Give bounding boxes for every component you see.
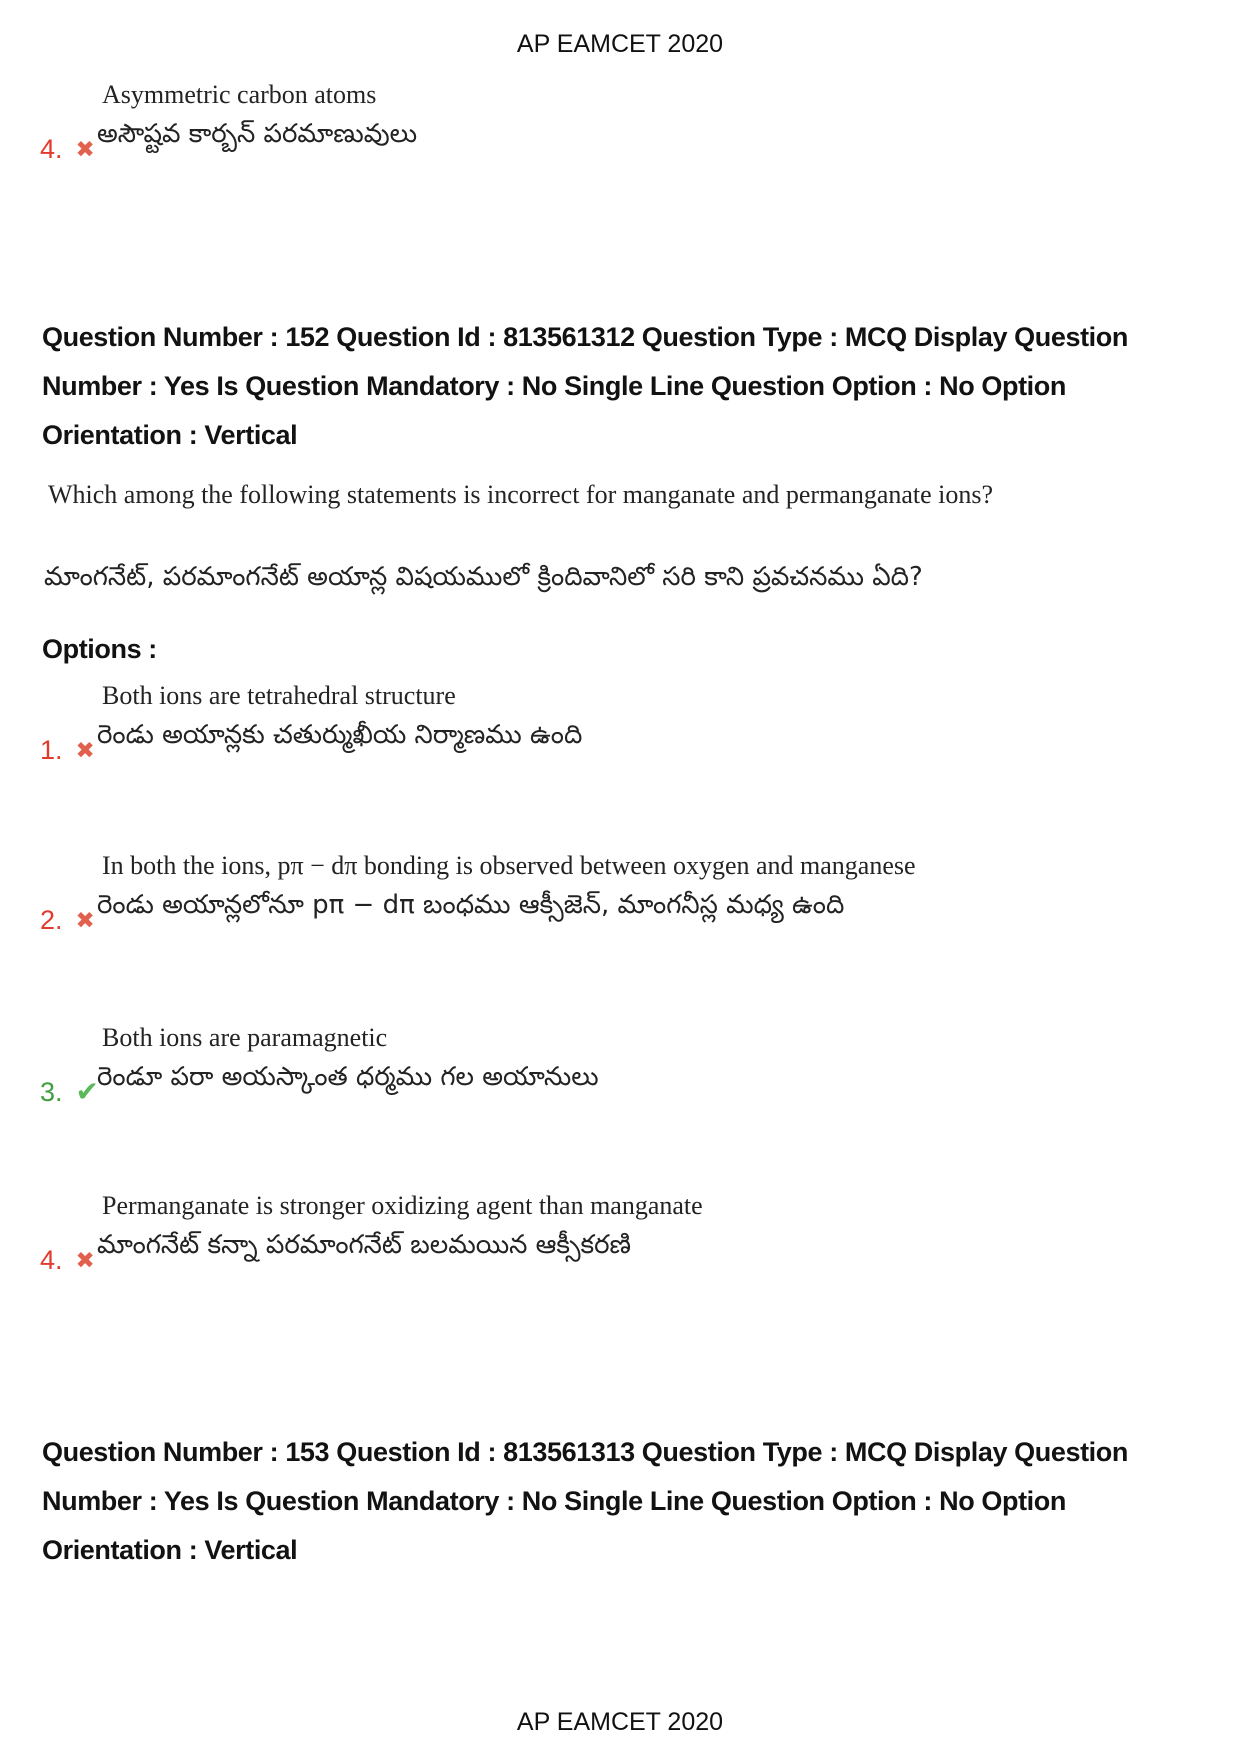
option-telugu-text: రెండు అయాన్లకు చతుర్ముఖీయ నిర్మాణము ఉంది <box>97 720 583 750</box>
option-telugu-text: మాంగనేట్ కన్నా పరమాంగనేట్ బలమయిన ఆక్సీకరణి <box>97 1230 632 1260</box>
page-header-title: AP EAMCET 2020 <box>516 30 724 58</box>
option-telugu-text: రెండు అయాన్లలోనూ pπ − dπ బంధము ఆక్సీజెన్, మాంగనీస్ల మధ్య ఉంది <box>97 890 845 920</box>
question-english-text: Which among the following statements is incorrect for manganate and permanganate ions? <box>48 480 994 509</box>
option-number: 3. <box>40 1076 63 1107</box>
options-label: Options : <box>42 634 157 664</box>
option-text <box>97 681 583 756</box>
metadata-line: Orientation : Vertical <box>42 1535 298 1565</box>
option-marker <box>40 136 102 163</box>
option-text <box>97 80 418 155</box>
page-footer-title: AP EAMCET 2020 <box>516 1708 724 1736</box>
question-153-metadata <box>42 1428 1210 1575</box>
option-3 <box>40 1023 599 1107</box>
option-number: 4. <box>40 134 63 164</box>
metadata-line: Number : Yes Is Question Mandatory : No Single Line Question Option : No Option <box>42 1486 1066 1516</box>
option-telugu-text: అసౌష్టవ కార్బన్ పరమాణువులు <box>97 119 418 149</box>
option-number: 2. <box>40 905 63 935</box>
option-english-text: Permanganate is stronger oxidizing agent than manganate <box>102 1191 703 1220</box>
option-english-text: Asymmetric carbon atoms <box>102 80 377 109</box>
option-2 <box>40 851 916 935</box>
option-text <box>97 851 916 926</box>
option-english-text: Both ions are tetrahedral structure <box>102 681 456 710</box>
option-text <box>97 1023 599 1098</box>
option-telugu-text: రెండూ పరా అయస్కాంత ధర్మము గల అయానులు <box>97 1062 599 1092</box>
option-marker <box>40 907 102 934</box>
option-english-text: Both ions are paramagnetic <box>102 1023 388 1052</box>
question-152-metadata <box>42 313 1210 460</box>
option-4 <box>40 1191 703 1275</box>
metadata-line: Orientation : Vertical <box>42 420 298 450</box>
option-text <box>97 1191 703 1266</box>
metadata-line: Question Number : 153 Question Id : 813561313 Question Type : MCQ Display Question <box>42 1437 1128 1467</box>
metadata-line: Number : Yes Is Question Mandatory : No Single Line Question Option : No Option <box>42 371 1066 401</box>
incorrect-cross-icon: ✖ <box>75 1247 95 1273</box>
option-marker <box>40 737 102 764</box>
metadata-line: Question Number : 152 Question Id : 813561312 Question Type : MCQ Display Question <box>42 322 1128 352</box>
question-telugu-text: మాంగనేట్, పరమాంగనేట్ అయాన్ల విషయములో క్రిందివానిలో సరి కాని ప్రవచనము ఏది? <box>44 562 923 592</box>
option-number: 4. <box>40 1245 63 1275</box>
incorrect-cross-icon: ✖ <box>75 136 95 162</box>
correct-check-icon: ✔ <box>75 1076 99 1107</box>
option-1 <box>40 681 583 765</box>
option-number: 1. <box>40 735 63 765</box>
option-english-text: In both the ions, pπ − dπ bonding is observed between oxygen and manganese <box>102 851 916 880</box>
incorrect-cross-icon: ✖ <box>75 737 95 763</box>
option-marker <box>40 1078 102 1106</box>
option-marker <box>40 1247 102 1274</box>
previous-question-option-4 <box>40 80 418 164</box>
incorrect-cross-icon: ✖ <box>75 907 95 933</box>
